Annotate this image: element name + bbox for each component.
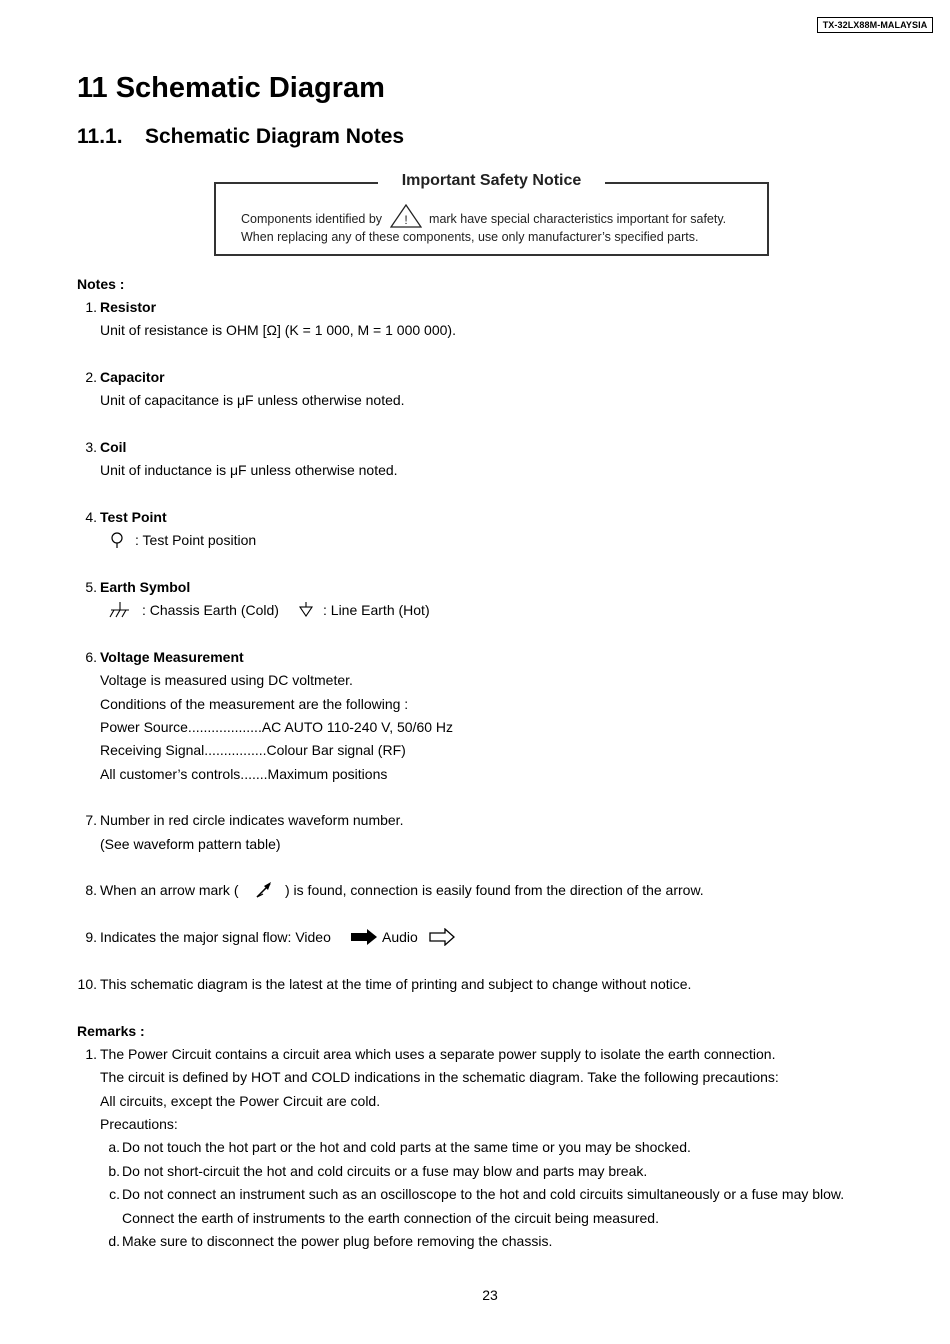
model-tag: TX-32LX88M-MALAYSIA <box>817 17 933 33</box>
note-10-number: 10. <box>77 976 97 992</box>
precaution-d-label: d. <box>108 1233 120 1249</box>
note-6-line-3: Power Source...................AC AUTO 110-240 V, 50/60 Hz <box>100 719 454 735</box>
note-6-line-5: All customer’s controls.......Maximum positions <box>100 766 388 782</box>
line-earth-text: : Line Earth (Hot) <box>323 602 430 618</box>
warning-triangle-icon <box>390 204 422 228</box>
connection-arrow-icon <box>254 880 274 900</box>
note-5-number: 5. <box>85 579 97 595</box>
note-5-title: Earth Symbol <box>100 579 191 595</box>
remark-1-line-4: Precautions: <box>100 1116 178 1132</box>
note-9-audio: Audio <box>382 929 418 945</box>
remark-1-line-1: The Power Circuit contains a circuit area which uses a separate power supply to isolate the earth connection. <box>100 1046 776 1062</box>
note-2-title: Capacitor <box>100 369 165 385</box>
line-earth-icon <box>298 601 314 619</box>
note-1-text: Unit of resistance is OHM [Ω] (K = 1 000, M = 1 000 000). <box>100 322 456 338</box>
chassis-earth-text: : Chassis Earth (Cold) <box>142 602 279 618</box>
note-7-line-1: Number in red circle indicates waveform number. <box>100 812 404 828</box>
note-3-text: Unit of inductance is μF unless otherwise noted. <box>100 462 398 478</box>
safety-line-2: When replacing any of these components, use only manufacturer’s specified parts. <box>241 230 699 244</box>
remark-1-line-3: All circuits, except the Power Circuit are cold. <box>100 1093 381 1109</box>
note-6-line-4: Receiving Signal................Colour Bar signal (RF) <box>100 742 406 758</box>
note-9-number: 9. <box>85 929 97 945</box>
note-6-number: 6. <box>85 649 97 665</box>
note-6-title: Voltage Measurement <box>100 649 244 665</box>
precaution-c-label: c. <box>109 1186 120 1202</box>
precaution-c-text: Do not connect an instrument such as an oscilloscope to the hot and cold circuits simultaneously or a fuse may blow. <box>122 1186 845 1202</box>
note-7-number: 7. <box>85 812 97 828</box>
note-9-pre: Indicates the major signal flow: Video <box>100 929 331 945</box>
note-6-line-1: Voltage is measured using DC voltmeter. <box>100 672 353 688</box>
note-10-text: This schematic diagram is the latest at the time of printing and subject to change without notice. <box>100 976 692 992</box>
precaution-a-label: a. <box>108 1139 120 1155</box>
safety-notice-box <box>214 172 769 256</box>
precaution-b-text: Do not short-circuit the hot and cold circuits or a fuse may blow and parts may break. <box>122 1163 648 1179</box>
precaution-c-text-2: Connect the earth of instruments to the earth connection of the circuit being measured. <box>122 1210 659 1226</box>
note-4-number: 4. <box>85 509 97 525</box>
note-1-number: 1. <box>85 299 97 315</box>
note-6-line-2: Conditions of the measurement are the following : <box>100 696 409 712</box>
note-2-number: 2. <box>85 369 97 385</box>
section-number: 11.1. <box>77 125 123 148</box>
section-title: Schematic Diagram Notes <box>145 125 405 148</box>
section-heading <box>77 125 404 149</box>
chassis-earth-icon <box>108 601 132 619</box>
audio-signal-arrow-icon <box>429 928 455 946</box>
note-2-text: Unit of capacitance is μF unless otherwise noted. <box>100 392 405 408</box>
precaution-d-text: Make sure to disconnect the power plug before removing the chassis. <box>122 1233 553 1249</box>
safety-line-1 <box>241 204 726 228</box>
test-point-icon <box>110 532 124 549</box>
safety-notice-title: Important Safety Notice <box>378 172 606 189</box>
precaution-a-text: Do not touch the hot part or the hot and cold parts at the same time or you may be shocked. <box>122 1139 691 1155</box>
safety-line-1-post: mark have special characteristics important for safety. <box>429 212 727 226</box>
svg-text:!: ! <box>403 213 408 227</box>
notes-heading: Notes : <box>77 276 125 292</box>
page-number: 23 <box>482 1287 498 1303</box>
video-signal-arrow-icon <box>350 928 378 946</box>
remark-1-number: 1. <box>85 1046 97 1062</box>
note-3-number: 3. <box>85 439 97 455</box>
note-7-line-2: (See waveform pattern table) <box>100 836 281 852</box>
precaution-b-label: b. <box>108 1163 120 1179</box>
note-8-number: 8. <box>85 882 97 898</box>
remarks-heading: Remarks : <box>77 1023 145 1039</box>
note-8-post: ) is found, connection is easily found from the direction of the arrow. <box>285 882 704 898</box>
note-4-title: Test Point <box>100 509 167 525</box>
note-8-pre: When an arrow mark ( <box>100 882 239 898</box>
page-title: 11 Schematic Diagram <box>77 72 385 104</box>
note-3-title: Coil <box>100 439 127 455</box>
note-4-text: : Test Point position <box>135 532 257 548</box>
note-1-title: Resistor <box>100 299 157 315</box>
safety-line-1-pre: Components identified by <box>241 212 383 226</box>
remark-1-line-2: The circuit is defined by HOT and COLD indications in the schematic diagram. Take the following precautions: <box>100 1069 779 1085</box>
